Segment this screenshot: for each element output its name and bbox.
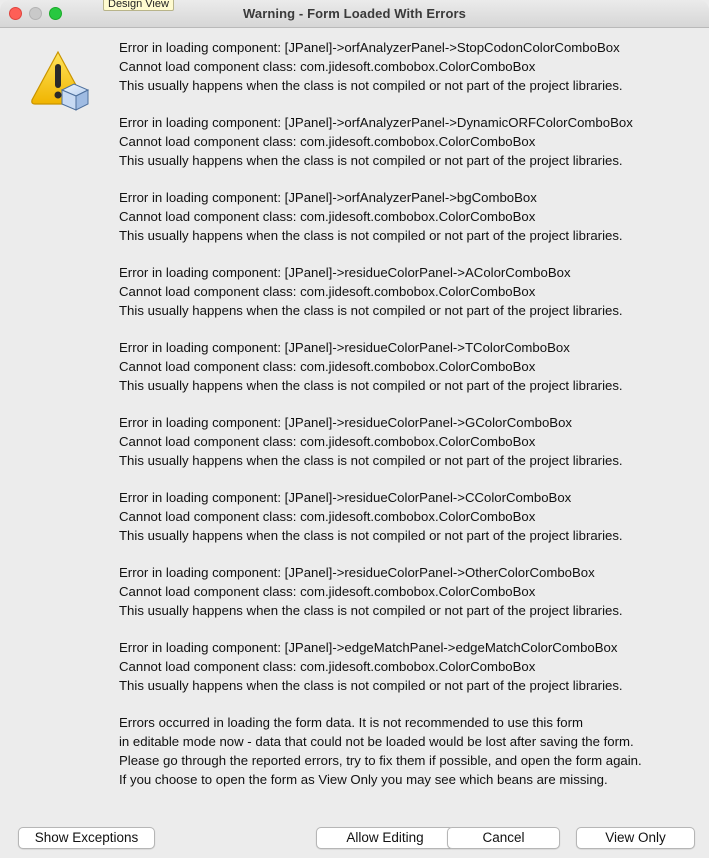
error-entry bbox=[119, 263, 704, 320]
error-messages bbox=[119, 38, 704, 789]
error-entry bbox=[119, 113, 704, 170]
view-only-button[interactable]: View Only bbox=[576, 827, 695, 849]
error-class-line: Cannot load component class: com.jidesoft.combobox.ColorComboBox bbox=[119, 659, 536, 674]
cancel-button[interactable]: Cancel bbox=[447, 827, 560, 849]
warning-icon bbox=[28, 48, 92, 112]
summary-line: If you choose to open the form as View Only you may see which beans are missing. bbox=[119, 772, 608, 787]
error-hint-line: This usually happens when the class is not compiled or not part of the project libraries. bbox=[119, 528, 623, 543]
error-class-line: Cannot load component class: com.jidesoft.combobox.ColorComboBox bbox=[119, 509, 536, 524]
summary-line: Errors occurred in loading the form data. It is not recommended to use this form bbox=[119, 715, 583, 730]
error-component-line: Error in loading component: [JPanel]->residueColorPanel->TColorComboBox bbox=[119, 340, 570, 355]
error-hint-line: This usually happens when the class is not compiled or not part of the project libraries. bbox=[119, 78, 623, 93]
error-hint-line: This usually happens when the class is not compiled or not part of the project libraries. bbox=[119, 153, 623, 168]
design-view-tooltip: Design View bbox=[103, 0, 174, 11]
error-entry bbox=[119, 563, 704, 620]
error-entry bbox=[119, 413, 704, 470]
allow-editing-button[interactable]: Allow Editing bbox=[316, 827, 454, 849]
summary-line: Please go through the reported errors, try to fix them if possible, and open the form again. bbox=[119, 753, 642, 768]
error-component-line: Error in loading component: [JPanel]->residueColorPanel->AColorComboBox bbox=[119, 265, 571, 280]
error-component-line: Error in loading component: [JPanel]->orfAnalyzerPanel->DynamicORFColorComboBox bbox=[119, 115, 633, 130]
error-component-line: Error in loading component: [JPanel]->residueColorPanel->CColorComboBox bbox=[119, 490, 572, 505]
error-class-line: Cannot load component class: com.jidesoft.combobox.ColorComboBox bbox=[119, 434, 536, 449]
error-hint-line: This usually happens when the class is not compiled or not part of the project libraries. bbox=[119, 378, 623, 393]
error-entry bbox=[119, 188, 704, 245]
error-entry bbox=[119, 488, 704, 545]
error-component-line: Error in loading component: [JPanel]->orfAnalyzerPanel->StopCodonColorComboBox bbox=[119, 40, 620, 55]
summary-text bbox=[119, 713, 704, 789]
error-component-line: Error in loading component: [JPanel]->edgeMatchPanel->edgeMatchColorComboBox bbox=[119, 640, 618, 655]
error-hint-line: This usually happens when the class is not compiled or not part of the project libraries. bbox=[119, 603, 623, 618]
error-class-line: Cannot load component class: com.jidesoft.combobox.ColorComboBox bbox=[119, 584, 536, 599]
error-component-line: Error in loading component: [JPanel]->residueColorPanel->OtherColorComboBox bbox=[119, 565, 595, 580]
error-class-line: Cannot load component class: com.jidesoft.combobox.ColorComboBox bbox=[119, 284, 536, 299]
error-hint-line: This usually happens when the class is not compiled or not part of the project libraries. bbox=[119, 453, 623, 468]
error-component-line: Error in loading component: [JPanel]->orfAnalyzerPanel->bgComboBox bbox=[119, 190, 537, 205]
error-component-line: Error in loading component: [JPanel]->residueColorPanel->GColorComboBox bbox=[119, 415, 573, 430]
error-entry bbox=[119, 38, 704, 95]
error-class-line: Cannot load component class: com.jidesoft.combobox.ColorComboBox bbox=[119, 134, 536, 149]
error-entry bbox=[119, 338, 704, 395]
error-class-line: Cannot load component class: com.jidesoft.combobox.ColorComboBox bbox=[119, 209, 536, 224]
error-hint-line: This usually happens when the class is not compiled or not part of the project libraries. bbox=[119, 303, 623, 318]
summary-line: in editable mode now - data that could not be loaded would be lost after saving the form. bbox=[119, 734, 634, 749]
error-entry bbox=[119, 638, 704, 695]
show-exceptions-button[interactable]: Show Exceptions bbox=[18, 827, 155, 849]
error-hint-line: This usually happens when the class is not compiled or not part of the project libraries. bbox=[119, 678, 623, 693]
error-class-line: Cannot load component class: com.jidesoft.combobox.ColorComboBox bbox=[119, 59, 536, 74]
window-title: Warning - Form Loaded With Errors bbox=[243, 6, 466, 21]
error-hint-line: This usually happens when the class is not compiled or not part of the project libraries. bbox=[119, 228, 623, 243]
error-class-line: Cannot load component class: com.jidesoft.combobox.ColorComboBox bbox=[119, 359, 536, 374]
